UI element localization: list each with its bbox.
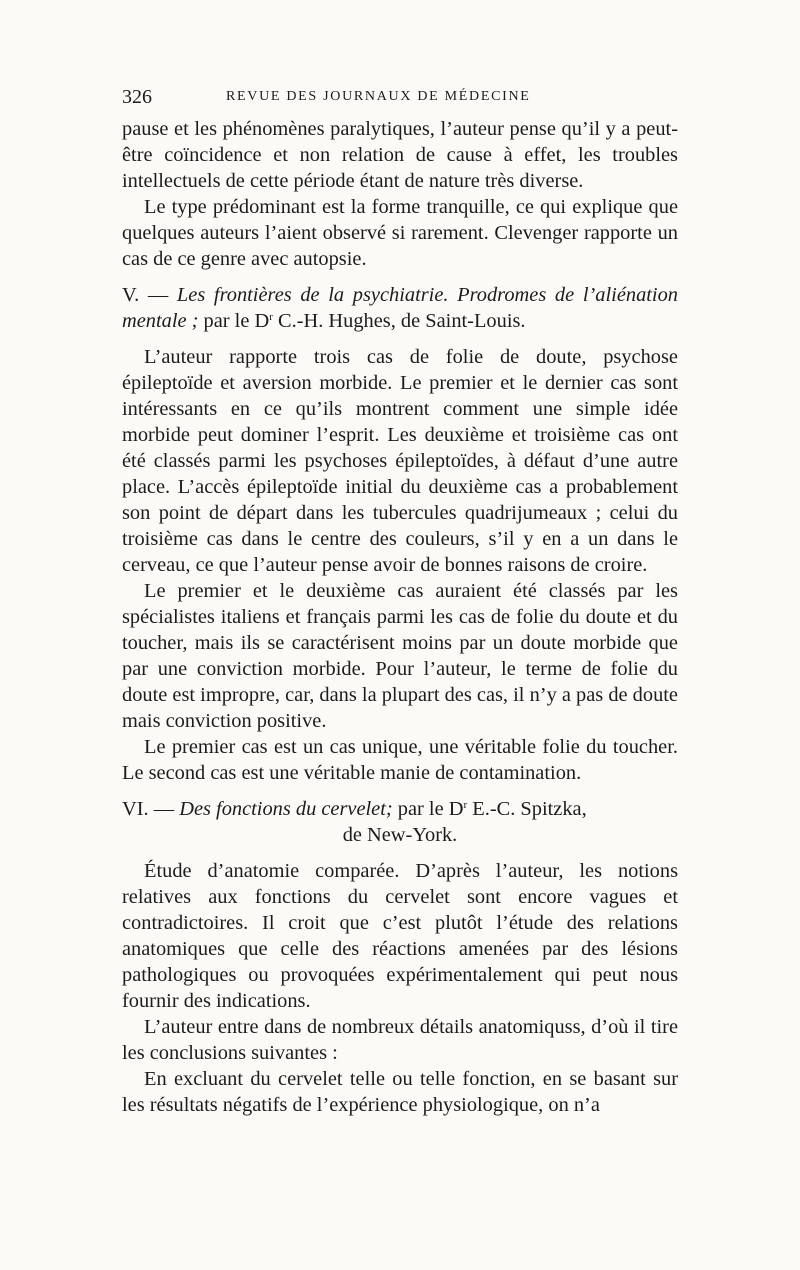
section-vi-heading xyxy=(122,796,678,848)
section-vi-by: par le D xyxy=(397,798,464,820)
book-page xyxy=(122,86,678,1118)
section-v-title: Les frontières de la psychiatrie. Prodromes de l’aliénation mentale ; xyxy=(122,284,678,332)
page-number: 326 xyxy=(122,86,152,108)
paragraph-7: L’auteur entre dans de nombreux détails anatomiquss, d’où il tire les conclusions suivantes : xyxy=(122,1016,678,1064)
section-vi-author: E.-C. Spitzka, xyxy=(472,798,587,820)
running-header xyxy=(122,86,678,116)
paragraph-8: En excluant du cervelet telle ou telle fonction, en se basant sur les résultats négatifs de l’expérience physiologique, on n’a xyxy=(122,1068,678,1116)
section-vi-dr-sup: r xyxy=(463,799,468,811)
paragraph-6: Étude d’anatomie comparée. D’après l’auteur, les notions relatives aux fonctions du cervelet sont encore vagues et contradictoires. Il croit que c’est plutôt l’étude des relations anatomiques que celle des réactions amenées par des lésions pathologiques ou provoquées expérimentalement qui peut nous fournir des indications. xyxy=(122,860,678,1012)
section-v-dr-sup: r xyxy=(269,311,273,323)
section-vi-number: VI. — xyxy=(122,798,175,820)
section-v-by: par le D xyxy=(203,310,270,332)
section-v-author: C.-H. Hughes, de Saint-Louis. xyxy=(278,310,526,332)
running-title: REVUE DES JOURNAUX DE MÉDECINE xyxy=(226,89,531,104)
paragraph-5: Le premier cas est un cas unique, une véritable folie du toucher. Le second cas est une véritable manie de contamination. xyxy=(122,736,678,784)
section-vi-author-city: de New-York. xyxy=(342,824,458,846)
section-v-number: V. — xyxy=(122,284,169,306)
paragraph-3: L’auteur rapporte trois cas de folie de doute, psychose épileptoïde et aversion morbide. Le premier et le dernier cas sont intéressants en ce qu’ils montrent comment une simple idée morbide peut dominer l’esprit. Les deuxième et troisième cas ont été classés parmi les psychoses épileptoïdes, à défaut d’une autre place. L’accès épileptoïde initial du deuxième cas a probablement son point de départ dans les tubercules quadrijumeaux ; celui du troisième cas dans le centre des couleurs, s’il y en a un dans le cerveau, ce que l’auteur pense avoir de bonnes raisons de croire. xyxy=(122,346,678,576)
section-v-heading xyxy=(122,282,678,334)
paragraph-1: pause et les phénomènes paralytiques, l’auteur pense qu’il y a peut-être coïncidence et non relation de cause à effet, les troubles intellectuels de cette période étant de nature très diverse. xyxy=(122,118,678,192)
section-vi-title: Des fonctions du cervelet; xyxy=(179,798,393,820)
paragraph-2: Le type prédominant est la forme tranquille, ce qui explique que quelques auteurs l’aient observé si rarement. Clevenger rapporte un cas de ce genre avec autopsie. xyxy=(122,196,678,270)
paragraph-4: Le premier et le deuxième cas auraient été classés par les spécialistes italiens et français parmi les cas de folie du doute et du toucher, mais ils se caractérisent moins par un doute morbide que par une conviction morbide. Pour l’auteur, le terme de folie du doute est impropre, car, dans la plupart des cas, il n’y a pas de doute mais conviction positive. xyxy=(122,580,678,732)
